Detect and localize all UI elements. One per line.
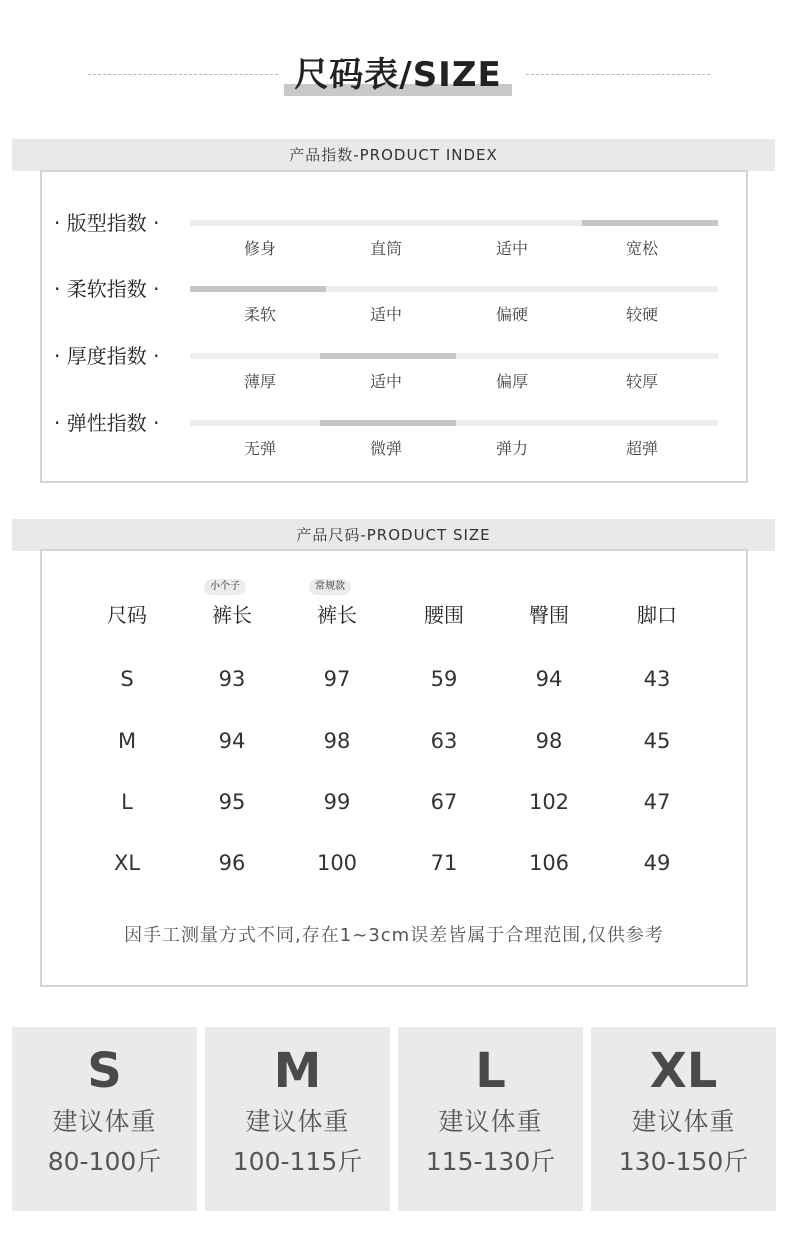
table-cell: 43 (643, 667, 671, 691)
weight-size: L (475, 1043, 506, 1099)
product-size-bar: 产品尺码-PRODUCT SIZE (12, 519, 775, 551)
weight-range: 80-100斤 (47, 1147, 162, 1176)
table-cell: 102 (528, 790, 570, 814)
weight-size: M (273, 1043, 322, 1099)
table-cell: M (117, 729, 137, 753)
table-cell: 96 (218, 851, 246, 875)
table-cell: 106 (528, 851, 570, 875)
index-track (190, 420, 718, 426)
index-row-name: · 弹性指数 · (54, 411, 160, 435)
weight-label: 建议体重 (52, 1107, 157, 1136)
table-cell: 94 (535, 667, 563, 691)
index-option-label: 较厚 (625, 372, 658, 391)
index-track (190, 220, 718, 226)
index-option-label: 无弹 (243, 439, 276, 458)
table-header: 臀围 (529, 603, 569, 627)
page-title: 尺码表/SIZE (294, 55, 502, 95)
index-option-label: 薄厚 (243, 372, 276, 391)
table-header: 尺码 (107, 603, 147, 627)
header-divider-right (526, 74, 710, 75)
index-selected-segment (582, 220, 718, 226)
table-cell: 98 (535, 729, 563, 753)
table-cell: 94 (218, 729, 246, 753)
weight-range: 130-150斤 (618, 1147, 749, 1176)
weight-range: 115-130斤 (425, 1147, 556, 1176)
table-cell: 67 (430, 790, 458, 814)
index-row-name: · 厚度指数 · (54, 344, 160, 368)
table-header: 裤长 (317, 603, 357, 627)
index-option-label: 微弹 (369, 439, 402, 458)
index-row (42, 343, 746, 403)
index-track (190, 286, 718, 292)
table-header: 腰围 (424, 603, 464, 627)
table-cell: XL (113, 851, 141, 875)
weight-label: 建议体重 (245, 1107, 350, 1136)
index-option-label: 超弹 (625, 439, 658, 458)
index-row-name: · 柔软指数 · (54, 277, 160, 301)
table-cell: 93 (218, 667, 246, 691)
index-row (42, 276, 746, 336)
index-selected-segment (320, 353, 456, 359)
index-option-label: 宽松 (625, 239, 658, 258)
table-cell: 59 (430, 667, 458, 691)
product-index-bar: 产品指数-PRODUCT INDEX (12, 139, 775, 171)
index-option-label: 柔软 (243, 305, 276, 324)
index-row (42, 210, 746, 270)
table-cell: 97 (323, 667, 351, 691)
header-divider-left (88, 74, 278, 75)
index-option-label: 适中 (369, 372, 402, 391)
index-option-label: 直筒 (369, 239, 402, 258)
index-option-label: 适中 (369, 305, 402, 324)
weight-size: S (87, 1043, 122, 1099)
table-cell: 47 (643, 790, 671, 814)
weight-label: 建议体重 (438, 1107, 543, 1136)
table-header: 脚口 (637, 603, 677, 627)
index-row (42, 410, 746, 470)
index-selected-segment (190, 286, 326, 292)
product-index-box (40, 170, 748, 483)
index-option-label: 适中 (495, 239, 528, 258)
index-option-label: 偏厚 (495, 372, 528, 391)
weight-size: XL (649, 1043, 718, 1099)
table-header: 裤长 (212, 603, 252, 627)
table-cell: 45 (643, 729, 671, 753)
table-cell: L (121, 790, 133, 814)
weight-block (205, 1027, 390, 1211)
table-cell: 63 (430, 729, 458, 753)
table-cell: 95 (218, 790, 246, 814)
index-option-label: 偏硬 (495, 305, 528, 324)
weight-range: 100-115斤 (232, 1147, 363, 1176)
header-tag-pill: 常规款 (309, 579, 351, 595)
index-track (190, 353, 718, 359)
weight-block (591, 1027, 776, 1211)
index-option-label: 较硬 (625, 305, 658, 324)
table-cell: S (120, 667, 134, 691)
index-selected-segment (320, 420, 456, 426)
table-cell: 99 (323, 790, 351, 814)
table-cell: 100 (316, 851, 358, 875)
weight-block (398, 1027, 583, 1211)
weight-label: 建议体重 (631, 1107, 736, 1136)
table-cell: 98 (323, 729, 351, 753)
index-row-name: · 版型指数 · (54, 211, 160, 235)
table-cell: 71 (430, 851, 458, 875)
index-option-label: 修身 (243, 239, 276, 258)
measurement-note: 因手工测量方式不同,存在1~3cm误差皆属于合理范围,仅供参考 (124, 925, 664, 946)
product-size-box (40, 549, 748, 987)
index-option-label: 弹力 (495, 439, 528, 458)
header-tag-pill: 小个子 (204, 579, 246, 595)
weight-block (12, 1027, 197, 1211)
table-cell: 49 (643, 851, 671, 875)
